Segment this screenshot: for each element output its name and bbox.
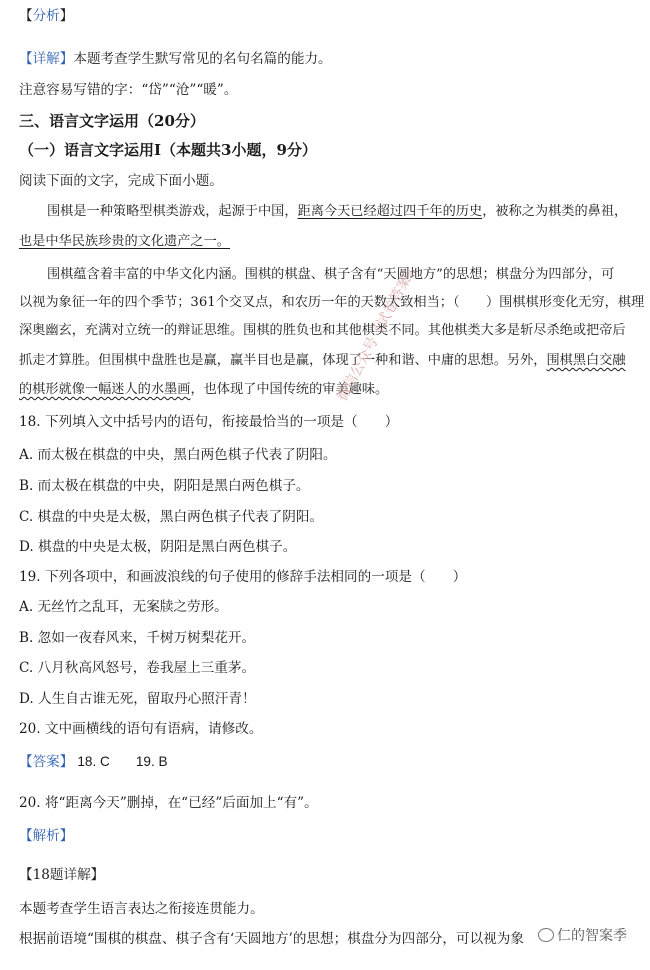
q19-stem: 19. 下列各项中，和画波浪线的句子使用的修辞手法相同的一项是（ ） [19,569,467,585]
passage-p2-line4: 抓走才算胜。但围棋中盘胜也是赢，赢半目也是赢，体现了一种和谐、中庸的思想。另外，围棋黑白交融 [19,353,626,368]
last-line: 根据前语境“围棋的棋盘、棋子含有‘天圆地方’的思想；棋盘分为四部分，可以视为象 [19,931,524,947]
q20-stem: 20. 文中画横线的语句有语病，请修改。 [19,721,263,737]
answer20-line: 20. 将“距离今天”删掉，在“已经”后面加上“有”。 [19,795,318,811]
detail18-text: 本题考查学生语言表达之衔接连贯能力。 [19,901,264,917]
q19-option-a: A. 无丝竹之乱耳，无案牍之劳形。 [19,599,228,615]
passage-p2-line5: 的棋形就像一幅迷人的水墨画，也体现了中国传统的审美趣味。 [19,382,389,397]
passage-p1-line1: 围棋是一种策略型棋类游戏，起源于中国，距离今天已经超过四千年的历史，被称之为棋类的鼻祖， [47,204,628,219]
answer-label: 【答案】 [19,754,74,770]
passage-p1-line2: 也是中华民族珍贵的文化遗产之一。 [19,234,230,249]
analysis-label: 【解析】 [19,828,74,844]
subsection-title: （一）语言文字运用Ⅰ（本题共3小题，9分） [19,141,317,159]
section-title: 三、语言文字运用（20分） [19,112,205,130]
instruction: 阅读下面的文字，完成下面小题。 [19,173,223,189]
wavy-sentence: 围棋黑白交融 [546,353,626,368]
passage-p2-line2: 以视为象征一年的四个季节；361个交叉点，和农历一年的天数大致相当；（ ）围棋棋形变化无穷，棋理 [19,295,645,310]
passage-p2-line3: 深奥幽玄，充满对立统一的辩证思维。围棋的胜负也和其他棋类不同。其他棋类大多是斩尽杀绝或把帝后 [19,323,626,338]
note-line: 注意容易写错的字：“岱”“沧”“暖”。 [19,82,238,98]
q18-option-a: A. 而太极在棋盘的中央，黑白两色棋子代表了阴阳。 [19,447,337,463]
q18-option-d: D. 棋盘的中央是太极，阴阳是黑白两色棋子。 [19,539,297,555]
q18-option-c: C. 棋盘的中央是太极，黑白两色棋子代表了阴阳。 [19,509,324,525]
detail18-label: 【18题详解】 [19,867,105,883]
passage-p2-line1: 围棋蕴含着丰富的中华文化内涵。围棋的棋盘、棋子含有“天圆地方”的思想；棋盘分为四部分，可 [47,267,615,282]
detail-label: 【详解】 [19,51,74,67]
q19-option-c: C. 八月秋高风怒号，卷我屋上三重茅。 [19,660,256,676]
wechat-icon [538,928,554,942]
brand-logo: 仁的智案季 [538,925,627,945]
q19-option-b: B. 忽如一夜春风来，千树万树梨花开。 [19,630,256,646]
q18-option-b: B. 而太极在棋盘的中央，阴阳是黑白两色棋子。 [19,478,310,494]
analysis-heading: 【分析】 [19,8,74,24]
detail-line: 【详解】本题考查学生默写常见的名句名篇的能力。 [19,51,332,67]
q18-stem: 18. 下列填入文中括号内的语句，衔接最恰当的一项是（ ） [19,414,399,430]
answer-line: 【答案】 18. C 19. B [19,754,168,770]
q19-option-d: D. 人生自古谁无死，留取丹心照汗青！ [19,691,256,707]
watermark-text: 微信公众号《试卷答案》 [334,260,422,404]
underlined-sentence: 距离今天已经超过四千年的历史 [297,204,483,219]
